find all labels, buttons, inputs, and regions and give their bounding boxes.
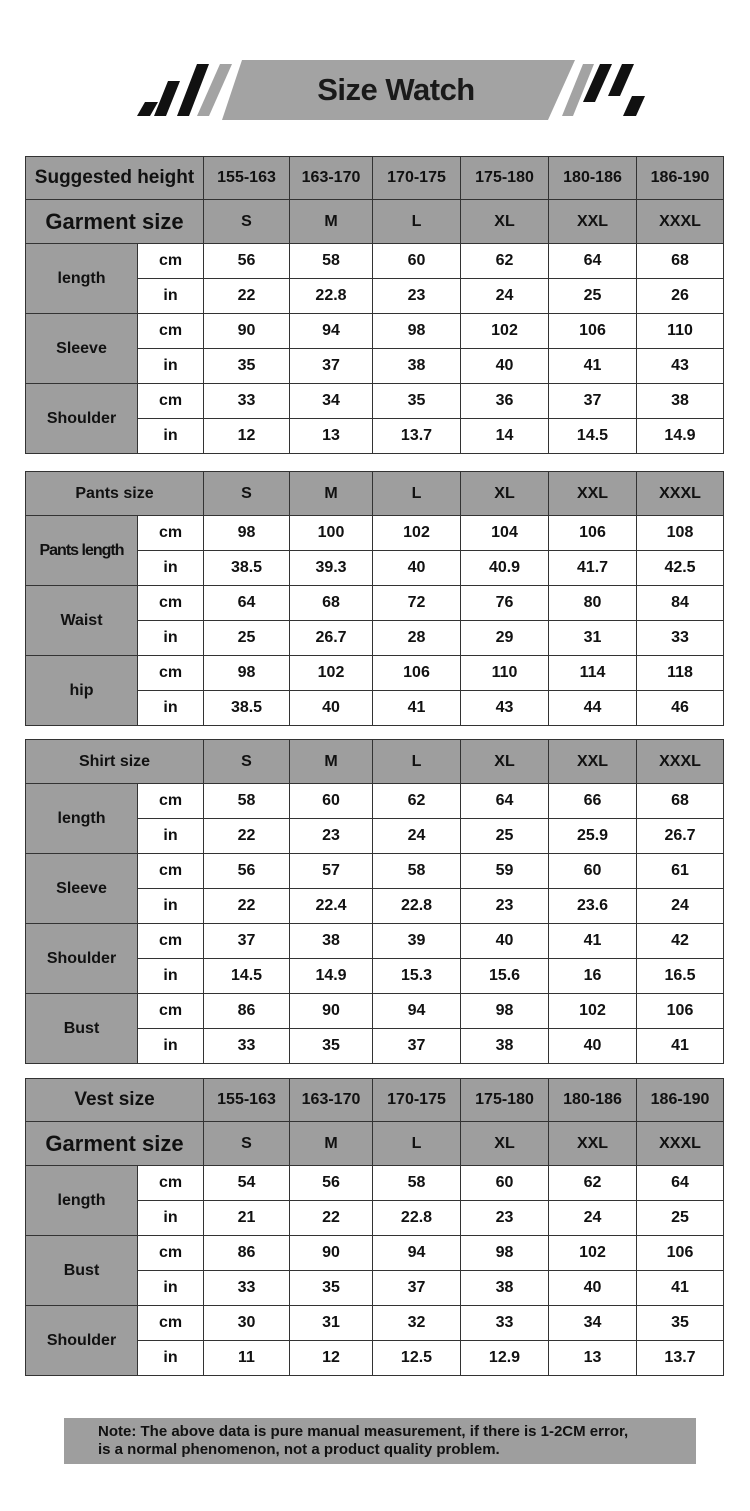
value-cell: 41 — [373, 691, 461, 726]
pants-size-label: Pants size — [26, 472, 204, 516]
value-cell: 106 — [549, 314, 637, 349]
value-cell: 66 — [549, 784, 637, 819]
table-row — [26, 656, 724, 691]
table-row — [26, 314, 724, 349]
value-cell: 31 — [549, 621, 637, 656]
value-cell: 14.5 — [549, 419, 637, 454]
value-cell: 23 — [461, 1201, 549, 1236]
value-cell: 37 — [373, 1029, 461, 1064]
value-cell: 16.5 — [637, 959, 724, 994]
value-cell: 24 — [373, 819, 461, 854]
value-cell: 22.4 — [290, 889, 373, 924]
unit-cm: cm — [138, 656, 204, 691]
size-cell: XL — [461, 740, 549, 784]
measure-label: length — [26, 244, 138, 314]
value-cell: 40 — [549, 1029, 637, 1064]
value-cell: 98 — [204, 516, 290, 551]
value-cell: 11 — [204, 1341, 290, 1376]
value-cell: 60 — [373, 244, 461, 279]
value-cell: 100 — [290, 516, 373, 551]
value-cell: 22.8 — [373, 889, 461, 924]
value-cell: 37 — [290, 349, 373, 384]
value-cell: 41 — [637, 1271, 724, 1306]
value-cell: 62 — [373, 784, 461, 819]
height-row — [26, 1079, 724, 1122]
value-cell: 25 — [549, 279, 637, 314]
unit-cm: cm — [138, 516, 204, 551]
value-cell: 76 — [461, 586, 549, 621]
size-cell: L — [373, 740, 461, 784]
value-cell: 28 — [373, 621, 461, 656]
unit-in: in — [138, 1029, 204, 1064]
size-row — [26, 472, 724, 516]
value-cell: 22 — [204, 819, 290, 854]
value-cell: 56 — [204, 244, 290, 279]
value-cell: 39 — [373, 924, 461, 959]
unit-in: in — [138, 1201, 204, 1236]
measure-label: length — [26, 1166, 138, 1236]
unit-cm: cm — [138, 586, 204, 621]
value-cell: 60 — [461, 1166, 549, 1201]
unit-in: in — [138, 279, 204, 314]
pants-size-table — [25, 471, 724, 726]
unit-in: in — [138, 349, 204, 384]
value-cell: 58 — [373, 1166, 461, 1201]
value-cell: 44 — [549, 691, 637, 726]
size-cell: XL — [461, 472, 549, 516]
value-cell: 22 — [290, 1201, 373, 1236]
value-cell: 110 — [461, 656, 549, 691]
measurement-note — [64, 1418, 696, 1464]
value-cell: 22.8 — [290, 279, 373, 314]
value-cell: 13.7 — [373, 419, 461, 454]
value-cell: 54 — [204, 1166, 290, 1201]
value-cell: 62 — [461, 244, 549, 279]
vest-size-label: Vest size — [26, 1079, 204, 1122]
measure-label: Shoulder — [26, 384, 138, 454]
size-cell: M — [290, 1122, 373, 1166]
height-cell: 155-163 — [204, 157, 290, 200]
measure-label: Bust — [26, 994, 138, 1064]
left-slash-2 — [154, 81, 180, 116]
value-cell: 106 — [373, 656, 461, 691]
height-row — [26, 157, 724, 200]
value-cell: 38 — [637, 384, 724, 419]
value-cell: 94 — [290, 314, 373, 349]
value-cell: 68 — [637, 244, 724, 279]
value-cell: 25 — [461, 819, 549, 854]
shirt-size-table — [25, 739, 724, 1064]
value-cell: 106 — [637, 994, 724, 1029]
value-cell: 36 — [461, 384, 549, 419]
table-row — [26, 924, 724, 959]
value-cell: 34 — [549, 1306, 637, 1341]
value-cell: 64 — [637, 1166, 724, 1201]
value-cell: 14.5 — [204, 959, 290, 994]
value-cell: 33 — [204, 1029, 290, 1064]
size-cell: M — [290, 472, 373, 516]
unit-in: in — [138, 889, 204, 924]
height-cell: 170-175 — [373, 157, 461, 200]
value-cell: 90 — [290, 1236, 373, 1271]
value-cell: 41 — [549, 349, 637, 384]
value-cell: 35 — [637, 1306, 724, 1341]
measure-label: Waist — [26, 586, 138, 656]
value-cell: 98 — [461, 1236, 549, 1271]
value-cell: 33 — [204, 384, 290, 419]
value-cell: 38.5 — [204, 551, 290, 586]
page-title: Size Watch — [317, 72, 475, 107]
height-cell: 180-186 — [549, 1079, 637, 1122]
table-row — [26, 1236, 724, 1271]
value-cell: 86 — [204, 994, 290, 1029]
value-cell: 37 — [549, 384, 637, 419]
value-cell: 62 — [549, 1166, 637, 1201]
right-slash-3 — [608, 64, 634, 96]
height-cell: 155-163 — [204, 1079, 290, 1122]
value-cell: 34 — [290, 384, 373, 419]
value-cell: 12.9 — [461, 1341, 549, 1376]
unit-in: in — [138, 959, 204, 994]
value-cell: 41.7 — [549, 551, 637, 586]
measure-label: Sleeve — [26, 314, 138, 384]
size-cell: S — [204, 472, 290, 516]
value-cell: 37 — [373, 1271, 461, 1306]
value-cell: 104 — [461, 516, 549, 551]
value-cell: 58 — [373, 854, 461, 889]
unit-cm: cm — [138, 1306, 204, 1341]
value-cell: 106 — [549, 516, 637, 551]
height-cell: 175-180 — [461, 157, 549, 200]
value-cell: 58 — [204, 784, 290, 819]
measure-label: length — [26, 784, 138, 854]
size-cell: S — [204, 1122, 290, 1166]
value-cell: 22 — [204, 889, 290, 924]
title-banner — [0, 52, 750, 127]
value-cell: 24 — [549, 1201, 637, 1236]
unit-cm: cm — [138, 784, 204, 819]
value-cell: 58 — [290, 244, 373, 279]
unit-in: in — [138, 551, 204, 586]
value-cell: 72 — [373, 586, 461, 621]
size-cell: XXXL — [637, 200, 724, 244]
unit-in: in — [138, 819, 204, 854]
value-cell: 42.5 — [637, 551, 724, 586]
value-cell: 14.9 — [290, 959, 373, 994]
height-cell: 186-190 — [637, 1079, 724, 1122]
note-line-2: is a normal phenomenon, not a product quality problem. — [98, 1441, 500, 1458]
value-cell: 25 — [204, 621, 290, 656]
size-cell: XXL — [549, 200, 637, 244]
unit-in: in — [138, 1341, 204, 1376]
value-cell: 41 — [549, 924, 637, 959]
value-cell: 33 — [461, 1306, 549, 1341]
value-cell: 60 — [549, 854, 637, 889]
value-cell: 64 — [461, 784, 549, 819]
size-cell: S — [204, 200, 290, 244]
height-cell: 180-186 — [549, 157, 637, 200]
value-cell: 38.5 — [204, 691, 290, 726]
measure-label: Sleeve — [26, 854, 138, 924]
value-cell: 68 — [290, 586, 373, 621]
value-cell: 106 — [637, 1236, 724, 1271]
value-cell: 22.8 — [373, 1201, 461, 1236]
value-cell: 59 — [461, 854, 549, 889]
size-cell: XL — [461, 200, 549, 244]
table-row — [26, 784, 724, 819]
height-cell: 163-170 — [290, 1079, 373, 1122]
value-cell: 32 — [373, 1306, 461, 1341]
table-row — [26, 854, 724, 889]
measure-label: Shoulder — [26, 1306, 138, 1376]
value-cell: 94 — [373, 994, 461, 1029]
value-cell: 35 — [290, 1029, 373, 1064]
value-cell: 114 — [549, 656, 637, 691]
value-cell: 108 — [637, 516, 724, 551]
value-cell: 90 — [204, 314, 290, 349]
value-cell: 60 — [290, 784, 373, 819]
unit-cm: cm — [138, 1236, 204, 1271]
value-cell: 38 — [290, 924, 373, 959]
measure-label: Pants length — [26, 516, 138, 586]
size-cell: S — [204, 740, 290, 784]
height-cell: 175-180 — [461, 1079, 549, 1122]
value-cell: 26.7 — [290, 621, 373, 656]
value-cell: 26.7 — [637, 819, 724, 854]
value-cell: 22 — [204, 279, 290, 314]
value-cell: 68 — [637, 784, 724, 819]
value-cell: 118 — [637, 656, 724, 691]
size-cell: XXXL — [637, 1122, 724, 1166]
value-cell: 40 — [461, 924, 549, 959]
unit-in: in — [138, 691, 204, 726]
value-cell: 80 — [549, 586, 637, 621]
unit-cm: cm — [138, 384, 204, 419]
garment-size-table — [25, 156, 724, 454]
value-cell: 43 — [461, 691, 549, 726]
value-cell: 29 — [461, 621, 549, 656]
value-cell: 16 — [549, 959, 637, 994]
value-cell: 42 — [637, 924, 724, 959]
size-cell: L — [373, 200, 461, 244]
size-cell: M — [290, 740, 373, 784]
value-cell: 33 — [637, 621, 724, 656]
value-cell: 23 — [461, 889, 549, 924]
value-cell: 98 — [204, 656, 290, 691]
size-cell: XXL — [549, 1122, 637, 1166]
measure-label: hip — [26, 656, 138, 726]
unit-in: in — [138, 419, 204, 454]
unit-cm: cm — [138, 854, 204, 889]
value-cell: 23 — [290, 819, 373, 854]
value-cell: 40 — [373, 551, 461, 586]
suggested-height-label: Suggested height — [26, 157, 204, 200]
value-cell: 12 — [204, 419, 290, 454]
value-cell: 23.6 — [549, 889, 637, 924]
size-cell: XXXL — [637, 472, 724, 516]
value-cell: 33 — [204, 1271, 290, 1306]
value-cell: 38 — [461, 1029, 549, 1064]
value-cell: 102 — [373, 516, 461, 551]
table-row — [26, 994, 724, 1029]
value-cell: 12 — [290, 1341, 373, 1376]
value-cell: 40 — [290, 691, 373, 726]
value-cell: 26 — [637, 279, 724, 314]
value-cell: 64 — [204, 586, 290, 621]
vest-size-table — [25, 1078, 724, 1376]
value-cell: 40.9 — [461, 551, 549, 586]
value-cell: 21 — [204, 1201, 290, 1236]
value-cell: 56 — [290, 1166, 373, 1201]
unit-cm: cm — [138, 994, 204, 1029]
height-cell: 186-190 — [637, 157, 724, 200]
value-cell: 102 — [290, 656, 373, 691]
table-row — [26, 244, 724, 279]
value-cell: 37 — [204, 924, 290, 959]
note-line-1: Note: The above data is pure manual measurement, if there is 1-2CM error, — [98, 1423, 629, 1440]
size-row — [26, 200, 724, 244]
value-cell: 38 — [461, 1271, 549, 1306]
value-cell: 31 — [290, 1306, 373, 1341]
unit-cm: cm — [138, 244, 204, 279]
size-cell: XXL — [549, 740, 637, 784]
size-row — [26, 740, 724, 784]
value-cell: 40 — [461, 349, 549, 384]
value-cell: 35 — [290, 1271, 373, 1306]
value-cell: 38 — [373, 349, 461, 384]
value-cell: 13 — [290, 419, 373, 454]
value-cell: 110 — [637, 314, 724, 349]
value-cell: 15.6 — [461, 959, 549, 994]
garment-size-label: Garment size — [26, 1122, 204, 1166]
value-cell: 102 — [549, 994, 637, 1029]
value-cell: 43 — [637, 349, 724, 384]
value-cell: 98 — [373, 314, 461, 349]
measure-label: Shoulder — [26, 924, 138, 994]
size-cell: L — [373, 472, 461, 516]
unit-cm: cm — [138, 314, 204, 349]
value-cell: 25.9 — [549, 819, 637, 854]
unit-cm: cm — [138, 1166, 204, 1201]
unit-in: in — [138, 621, 204, 656]
value-cell: 102 — [461, 314, 549, 349]
value-cell: 23 — [373, 279, 461, 314]
value-cell: 61 — [637, 854, 724, 889]
table-row — [26, 1166, 724, 1201]
value-cell: 94 — [373, 1236, 461, 1271]
size-cell: L — [373, 1122, 461, 1166]
value-cell: 84 — [637, 586, 724, 621]
garment-size-label: Garment size — [26, 200, 204, 244]
value-cell: 56 — [204, 854, 290, 889]
height-cell: 170-175 — [373, 1079, 461, 1122]
value-cell: 15.3 — [373, 959, 461, 994]
value-cell: 86 — [204, 1236, 290, 1271]
value-cell: 57 — [290, 854, 373, 889]
value-cell: 25 — [637, 1201, 724, 1236]
size-cell: XXXL — [637, 740, 724, 784]
value-cell: 14.9 — [637, 419, 724, 454]
value-cell: 35 — [204, 349, 290, 384]
table-row — [26, 384, 724, 419]
size-cell: XXL — [549, 472, 637, 516]
value-cell: 14 — [461, 419, 549, 454]
table-row — [26, 516, 724, 551]
value-cell: 24 — [461, 279, 549, 314]
value-cell: 24 — [637, 889, 724, 924]
right-slash-4 — [623, 96, 645, 116]
size-cell: M — [290, 200, 373, 244]
value-cell: 40 — [549, 1271, 637, 1306]
value-cell: 13.7 — [637, 1341, 724, 1376]
table-row — [26, 1306, 724, 1341]
value-cell: 90 — [290, 994, 373, 1029]
table-row — [26, 586, 724, 621]
value-cell: 30 — [204, 1306, 290, 1341]
value-cell: 35 — [373, 384, 461, 419]
size-row — [26, 1122, 724, 1166]
value-cell: 39.3 — [290, 551, 373, 586]
unit-in: in — [138, 1271, 204, 1306]
value-cell: 64 — [549, 244, 637, 279]
value-cell: 12.5 — [373, 1341, 461, 1376]
shirt-size-label: Shirt size — [26, 740, 204, 784]
value-cell: 41 — [637, 1029, 724, 1064]
value-cell: 102 — [549, 1236, 637, 1271]
value-cell: 46 — [637, 691, 724, 726]
unit-cm: cm — [138, 924, 204, 959]
size-cell: XL — [461, 1122, 549, 1166]
measure-label: Bust — [26, 1236, 138, 1306]
value-cell: 13 — [549, 1341, 637, 1376]
value-cell: 98 — [461, 994, 549, 1029]
height-cell: 163-170 — [290, 157, 373, 200]
